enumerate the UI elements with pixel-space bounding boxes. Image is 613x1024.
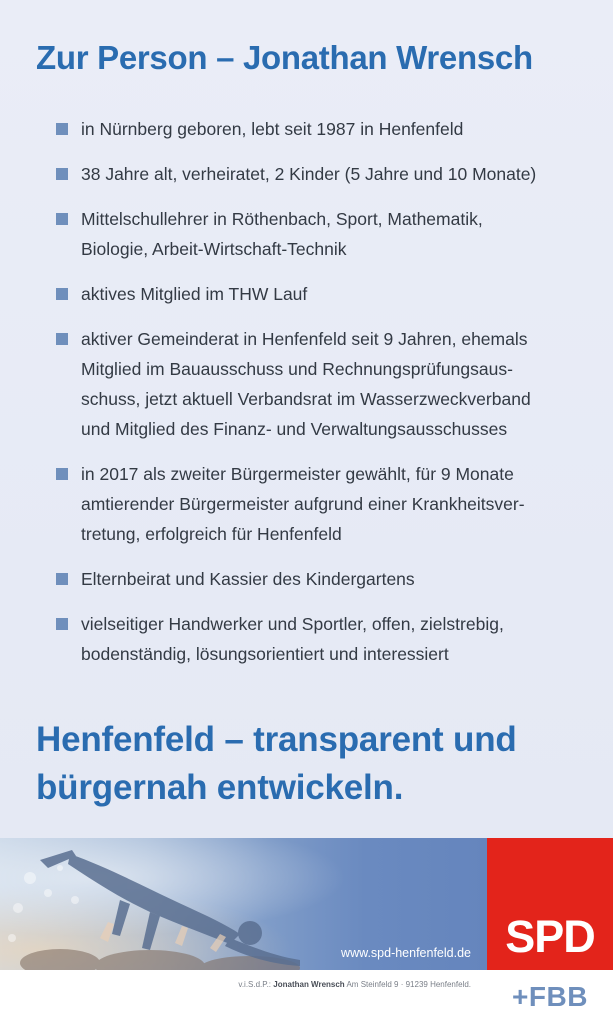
bio-line: Biologie, Arbeit-Wirtschaft-Technik bbox=[81, 239, 347, 259]
bio-line: Elternbeirat und Kassier des Kindergartens bbox=[81, 569, 415, 589]
square-bullet-icon bbox=[56, 333, 68, 345]
bio-line: 38 Jahre alt, verheiratet, 2 Kinder (5 Jahre und 10 Monate) bbox=[81, 164, 537, 184]
imprint-address: Am Steinfeld 9 · 91239 Henfenfeld. bbox=[346, 980, 471, 989]
square-bullet-icon bbox=[56, 468, 68, 480]
square-bullet-icon bbox=[56, 213, 68, 225]
bio-list-item bbox=[56, 609, 596, 669]
square-bullet-icon bbox=[56, 573, 68, 585]
square-bullet-icon bbox=[56, 168, 68, 180]
bio-list-item bbox=[56, 324, 596, 444]
bio-line: Mitglied im Bauausschuss und Rechnungsprüfungsaus- bbox=[81, 359, 513, 379]
slogan-line: bürgernah entwickeln. bbox=[36, 768, 404, 807]
bio-list-item bbox=[56, 459, 596, 549]
spd-logo bbox=[487, 838, 613, 970]
bio-line: Mittelschullehrer in Röthenbach, Sport, Mathematik, bbox=[81, 209, 483, 229]
website-url[interactable]: www.spd-henfenfeld.de bbox=[341, 946, 471, 960]
square-bullet-icon bbox=[56, 123, 68, 135]
bio-list-item bbox=[56, 564, 596, 594]
bio-line: und Mitglied des Finanz- und Verwaltungsausschusses bbox=[81, 419, 508, 439]
bio-line: amtierender Bürgermeister aufgrund einer Krankheitsver- bbox=[81, 494, 525, 514]
square-bullet-icon bbox=[56, 618, 68, 630]
bio-line: vielseitiger Handwerker und Sportler, offen, zielstrebig, bbox=[81, 614, 504, 634]
bio-line: schuss, jetzt aktuell Verbandsrat im Wasserzweckverband bbox=[81, 389, 531, 409]
crowd-photo bbox=[0, 838, 487, 970]
spd-logo-text: SPD bbox=[505, 911, 595, 962]
bio-line: bodenständig, lösungsorientiert und interessiert bbox=[81, 644, 449, 664]
bio-list-item bbox=[56, 204, 596, 264]
bio-list bbox=[56, 114, 596, 684]
bio-line: in Nürnberg geboren, lebt seit 1987 in Henfenfeld bbox=[81, 119, 464, 139]
fbb-logo: +FBB bbox=[512, 981, 588, 1012]
square-bullet-icon bbox=[56, 288, 68, 300]
bio-list-item bbox=[56, 114, 596, 144]
slogan-line: Henfenfeld – transparent und bbox=[36, 720, 517, 759]
bio-list-item bbox=[56, 279, 596, 309]
bio-line: in 2017 als zweiter Bürgermeister gewählt, für 9 Monate bbox=[81, 464, 514, 484]
bio-list-item bbox=[56, 159, 596, 189]
imprint-prefix: v.i.S.d.P.: bbox=[238, 980, 272, 989]
imprint-name: Jonathan Wrensch bbox=[273, 980, 345, 989]
bio-line: aktives Mitglied im THW Lauf bbox=[81, 284, 308, 304]
slogan bbox=[36, 716, 517, 812]
bio-line: aktiver Gemeinderat in Henfenfeld seit 9 Jahren, ehemals bbox=[81, 329, 528, 349]
bio-line: tretung, erfolgreich für Henfenfeld bbox=[81, 524, 342, 544]
imprint bbox=[238, 980, 471, 989]
page-title: Zur Person – Jonathan Wrensch bbox=[36, 39, 533, 76]
footer bbox=[0, 970, 613, 1024]
